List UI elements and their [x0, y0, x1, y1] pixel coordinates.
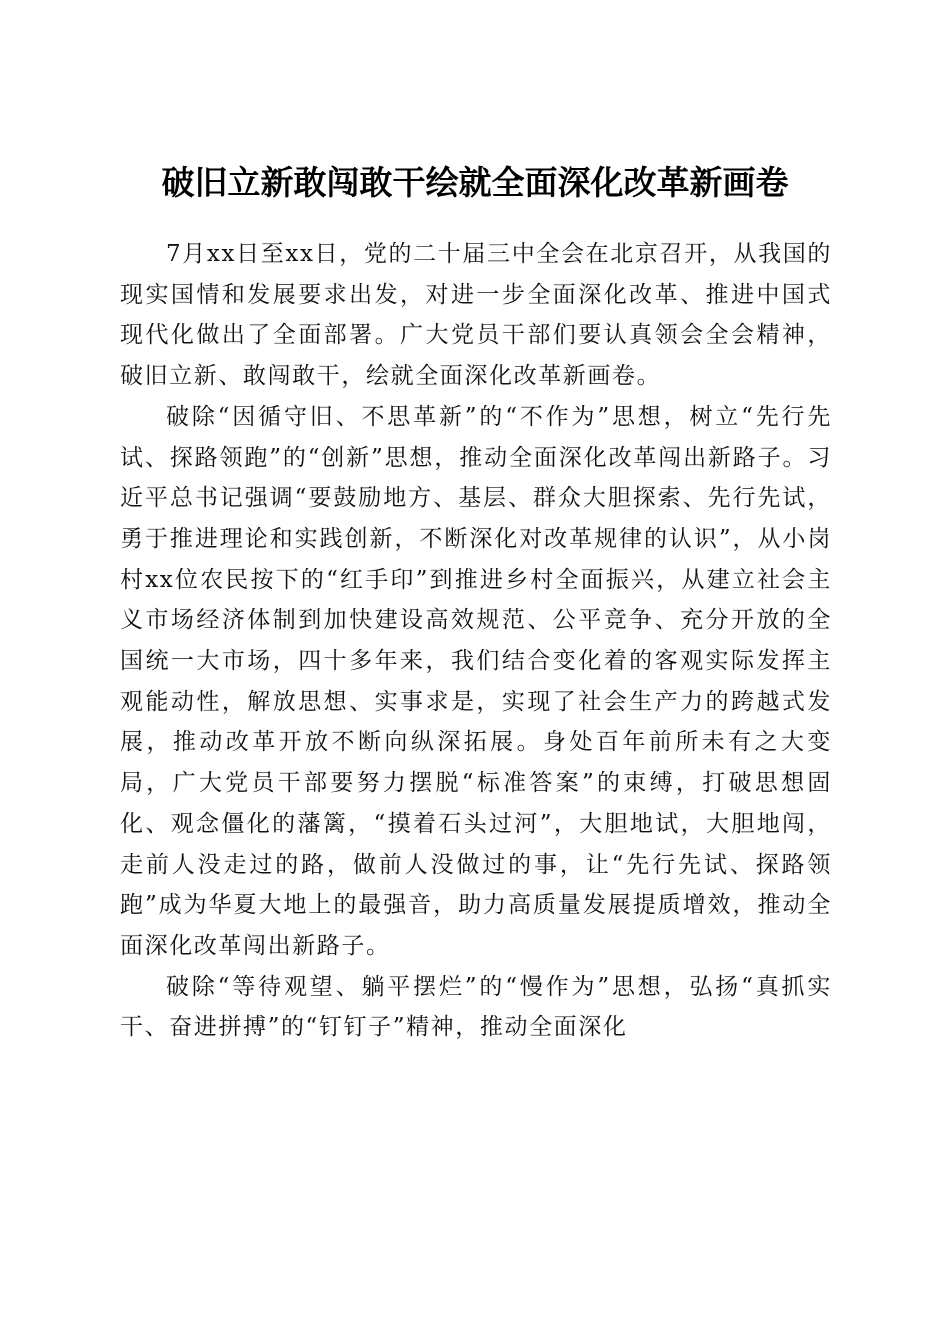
document-body	[120, 234, 832, 1048]
paragraph-action: 破除“等待观望、躺平摆烂”的“慢作为”思想，弘扬“真抓实干、奋进拼搏”的“钉钉子”精神，推动全面深化	[120, 973, 832, 1041]
document-title: 破旧立新敢闯敢干绘就全面深化改革新画卷	[161, 163, 789, 203]
paragraph-intro: 7月xx日至xx日，党的二十届三中全会在北京召开，从我国的现实国情和发展要求出发，对进一步全面深化改革、推进中国式现代化做出了全面部署。广大党员干部们要认真领会全会精神，破旧立新、敢闯敢干，绘就全面深化改革新画卷。	[120, 241, 832, 390]
paragraph-innovation: 破除“因循守旧、不思革新”的“不作为”思想，树立“先行先试、探路领跑”的“创新”思想，推动全面深化改革闯出新路子。习近平总书记强调“要鼓励地方、基层、群众大胆探索、先行先试，勇于推进理论和实践创新，不断深化对改革规律的认识”，从小岗村xx位农民按下的“红手印”到推进乡村全面振兴，从建立社会主义市场经济体制到加快建设高效规范、公平竞争、充分开放的全国统一大市场，四十多年来，我们结合变化着的客观实际发挥主观能动性，解放思想、实事求是，实现了社会生产力的跨越式发展，推动改革开放不断向纵深拓展。身处百年前所未有之大变局，广大党员干部要努力摆脱“标准答案”的束缚，打破思想固化、观念僵化的藩篱，“摸着石头过河”，大胆地试，大胆地闯，走前人没走过的路，做前人没做过的事，让“先行先试、探路领跑”成为华夏大地上的最强音，助力高质量发展提质增效，推动全面深化改革闯出新路子。	[120, 403, 832, 959]
